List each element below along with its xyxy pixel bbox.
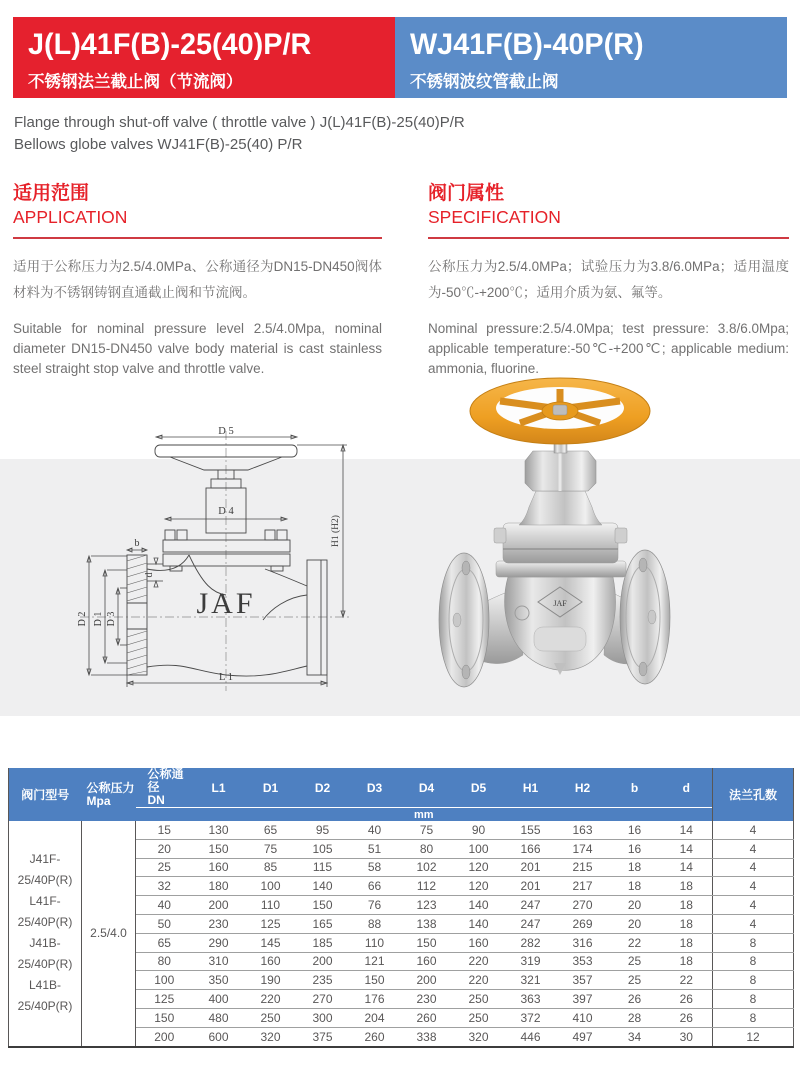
holes-cell: 12 [713,1027,794,1046]
holes-cell: 4 [713,821,794,839]
dim-cell: 110 [245,896,297,915]
header-unit-mm: mm [136,808,713,822]
dim-cell: 180 [193,877,245,896]
dim-label-d2: D 2 [77,611,88,627]
dim-cell: 320 [468,1029,489,1044]
dim-cell: 230 [401,990,453,1009]
dim-cell: 121 [349,952,401,971]
dim-cell: 282 [505,933,557,952]
dim-cell: 260 [401,1008,453,1027]
dim-cell: 18 [661,914,713,933]
dim-label-d3: D 3 [106,611,117,627]
dim-cell: 200 [193,896,245,915]
dim-cell: 321 [505,971,557,990]
dim-cell: 397 [557,990,609,1009]
header-pressure [82,768,136,821]
dim-cell: 247 [505,914,557,933]
holes-cell: 8 [713,971,794,990]
dn-cell: 20 [136,839,193,858]
dim-cell: 163 [557,821,609,839]
specification-title-en: SPECIFICATION [428,207,561,227]
dim-cell: 363 [505,990,557,1009]
dn-cell: 65 [136,933,193,952]
dim-cell: 215 [557,858,609,877]
dim-cell: 220 [245,990,297,1009]
application-title-en: APPLICATION [13,207,128,227]
dim-cell: 102 [401,858,453,877]
dim-cell: 220 [453,971,505,990]
application-text-en: Suitable for nominal pressure level 2.5/4.0Mpa, nominal diameter DN15-DN450 valve body material is cast stainless steel straight stop valve and throttle valve. [13,321,382,376]
dn-cell: 32 [136,877,193,896]
dim-cell: 125 [245,914,297,933]
product-header-left [13,17,395,98]
dim-cell: 140 [453,914,505,933]
dim-cell: 497 [572,1029,593,1044]
dim-cell: 105 [297,839,349,858]
dim-cell: 353 [557,952,609,971]
dim-cell: 316 [557,933,609,952]
header-dim: D4 [401,768,453,808]
header-pressure-unit: Mpa [86,793,111,808]
dim-cell: 26 [609,990,661,1009]
specification-title-zh: 阀门属性 [428,183,505,204]
dim-cell: 26 [661,1008,713,1027]
product-header-right [395,17,787,98]
valve-photo [408,365,793,717]
dim-label-h1h2: H1 (H2) [331,515,341,547]
intro-line-1: Flange through shut-off valve ( throttle valve ) J(L)41F(B)-25(40)P/R [14,114,465,131]
right-flange-disc [620,550,670,684]
dim-cell: 185 [297,933,349,952]
dim-cell: 230 [193,914,245,933]
dim-cell: 160 [401,952,453,971]
header-dim: D5 [453,768,505,808]
dim-cell: 20 [609,914,661,933]
dim-cell: 200 [401,971,453,990]
dim-cell: 250 [453,990,505,1009]
dim-cell: 18 [661,933,713,952]
dim-cell: 150 [297,896,349,915]
photo-brand-text: JAF [553,599,567,608]
dim-cell: 372 [505,1008,557,1027]
dn-cell: 40 [136,896,193,915]
dim-cell: 76 [349,896,401,915]
dim-cell: 150 [349,971,401,990]
dim-cell: 165 [297,914,349,933]
dim-cell: 320 [260,1029,281,1044]
dim-label-b: b [134,538,140,549]
dim-cell: 58 [349,858,401,877]
dim-cell: 112 [401,877,453,896]
dim-cell: 40 [349,821,401,839]
dim-cell: 30 [679,1029,693,1044]
dim-cell: 400 [193,990,245,1009]
drawing-brand-text: JAF [196,587,256,620]
specification-text-zh: 公称压力为2.5/4.0MPa；试验压力为3.8/6.0MPa；适用温度为-50℃-+200℃；适用介质为氨、氟等。 [428,259,789,300]
dim-cell: 201 [505,877,557,896]
dim-cell: 357 [557,971,609,990]
dn-cell: 80 [136,952,193,971]
dim-cell: 138 [401,914,453,933]
dim-label-d1: D 1 [93,611,104,627]
dim-cell: 25 [609,952,661,971]
valve-neck [519,491,602,525]
dim-cell: 80 [401,839,453,858]
dim-label-d: d [144,572,155,578]
dim-cell: 310 [193,952,245,971]
dim-cell: 176 [349,990,401,1009]
dim-cell: 338 [416,1029,437,1044]
product-name-left: 不锈钢法兰截止阀（节流阀） [28,73,243,91]
model-name: J41B- 25/40P(R) [17,936,73,972]
right-flange [307,560,327,675]
dim-label-d5: D 5 [218,426,234,437]
holes-cell: 4 [713,839,794,858]
dim-cell: 300 [297,1008,349,1027]
dim-cell: 290 [193,933,245,952]
dim-cell: 410 [557,1008,609,1027]
dim-label-l1: L 1 [219,672,233,683]
dim-cell: 123 [401,896,453,915]
intro-text [14,112,465,156]
dim-cell: 90 [453,821,505,839]
dn-cell: 200 [154,1029,175,1044]
header-holes: 法兰孔数 [713,768,794,821]
dim-cell: 220 [453,952,505,971]
holes-cell: 4 [713,896,794,915]
model-name: L41B- 25/40P(R) [17,978,73,1014]
intro-line-2: Bellows globe valves WJ41F(B)-25(40) P/R [14,136,303,153]
dim-cell: 18 [609,858,661,877]
left-flange-disc [439,553,489,687]
dim-cell: 260 [364,1029,385,1044]
product-name-right: 不锈钢波纹管截止阀 [410,73,559,91]
header-dim: D3 [349,768,401,808]
dim-cell: 28 [609,1008,661,1027]
header-dn [136,768,193,808]
holes-cell: 4 [713,877,794,896]
dim-cell: 140 [297,877,349,896]
dim-cell: 75 [401,821,453,839]
dim-cell: 145 [245,933,297,952]
dim-cell: 174 [557,839,609,858]
dim-cell: 160 [453,933,505,952]
bonnet-flange-upper [163,540,290,552]
dim-cell: 350 [193,971,245,990]
dim-cell: 270 [557,896,609,915]
valve-dimension-drawing [55,423,355,698]
dim-cell: 65 [245,821,297,839]
dim-cell: 140 [453,896,505,915]
dim-cell: 18 [609,877,661,896]
dn-cell: 15 [136,821,193,839]
dim-cell: 150 [401,933,453,952]
dn-cell: 100 [136,971,193,990]
header-dim: D2 [297,768,349,808]
dim-cell: 25 [609,971,661,990]
holes-cell: 4 [713,858,794,877]
dim-cell: 18 [661,952,713,971]
dim-cell: 130 [193,821,245,839]
dim-cell: 155 [505,821,557,839]
dim-cell: 235 [297,971,349,990]
dim-cell: 26 [661,990,713,1009]
body-upper-right [265,569,307,586]
holes-cell: 8 [713,933,794,952]
dim-cell: 120 [453,858,505,877]
dim-cell: 160 [245,952,297,971]
specification-text-en: Nominal pressure:2.5/4.0Mpa; test pressure: 3.8/6.0Mpa; applicable temperature:-50℃-+200℃; applicable medium: ammonia, fluorine. [428,321,789,376]
holes-cell: 8 [713,1008,794,1027]
bonnet-bolt [615,528,627,543]
dim-cell: 100 [453,839,505,858]
spec-table-body [9,821,794,1047]
header-dim: d [661,768,713,808]
dim-cell: 51 [349,839,401,858]
dimension-table [8,768,794,1048]
table-row [9,821,794,839]
application-title-zh: 适用范围 [13,183,90,204]
dim-cell: 18 [661,896,713,915]
product-model-right: WJ41F(B)-40P(R) [410,28,644,61]
body-upper-left [147,555,189,570]
table-header-row [9,768,794,808]
dim-cell: 204 [349,1008,401,1027]
dim-cell: 34 [627,1029,642,1044]
dim-cell: 22 [661,971,713,990]
dim-cell: 446 [520,1029,541,1044]
header-model: 阀门型号 [9,768,82,821]
model-name: L41F- 25/40P(R) [17,894,73,930]
dim-cell: 250 [453,1008,505,1027]
header-dim: D1 [245,768,297,808]
dim-cell: 18 [661,877,713,896]
holes-cell: 8 [713,990,794,1009]
dim-cell: 88 [349,914,401,933]
dim-cell: 16 [609,821,661,839]
dim-cell: 250 [245,1008,297,1027]
header-dim: H1 [505,768,557,808]
handwheel [470,378,650,444]
dim-cell: 120 [453,877,505,896]
dn-cell: 50 [136,914,193,933]
dim-cell: 480 [193,1008,245,1027]
dim-cell: 14 [661,839,713,858]
dn-cell: 150 [136,1008,193,1027]
dim-cell: 16 [609,839,661,858]
dim-cell: 247 [505,896,557,915]
application-section [13,183,382,379]
dim-cell: 375 [312,1029,333,1044]
pressure-cell: 2.5/4.0 [82,821,136,1047]
dn-cell: 25 [136,858,193,877]
dim-cell: 22 [609,933,661,952]
dim-cell: 20 [609,896,661,915]
dim-cell: 269 [557,914,609,933]
bonnet-flange-lower [163,554,290,566]
dim-cell: 160 [193,858,245,877]
dim-cell: 66 [349,877,401,896]
header-dim: b [609,768,661,808]
header-dn-code: DN [147,793,165,807]
specification-section [428,183,789,379]
dim-cell: 110 [349,933,401,952]
dim-cell: 14 [661,858,713,877]
dim-cell: 270 [297,990,349,1009]
header-dim: H2 [557,768,609,808]
dim-cell: 14 [661,821,713,839]
header-pressure-zh: 公称压力 [86,780,135,795]
dim-cell: 166 [505,839,557,858]
dim-cell: 600 [208,1029,229,1044]
dim-cell: 100 [245,877,297,896]
dim-cell: 190 [245,971,297,990]
dim-cell: 115 [297,858,349,877]
dim-cell: 150 [193,839,245,858]
holes-cell: 4 [713,914,794,933]
body-pad [534,627,586,651]
specification-divider [428,237,789,239]
holes-cell: 8 [713,952,794,971]
application-text-zh: 适用于公称压力为2.5/4.0MPa、公称通径为DN15-DN450阀体材料为不锈钢铸钢直通截止阀和节流阀。 [13,259,382,300]
dim-cell: 85 [245,858,297,877]
header-dn-zh: 公称通径 [147,767,184,794]
model-list-cell [9,821,82,1047]
dim-cell: 95 [297,821,349,839]
application-divider [13,237,382,239]
dim-cell: 200 [297,952,349,971]
header-dim: L1 [193,768,245,808]
model-name: J41F- 25/40P(R) [17,852,73,888]
dn-cell: 125 [136,990,193,1009]
product-model-left: J(L)41F(B)-25(40)P/R [28,28,312,61]
bonnet-flange [503,523,618,563]
dim-cell: 201 [505,858,557,877]
dim-cell: 217 [557,877,609,896]
dim-label-d4: D 4 [218,506,234,517]
dim-cell: 319 [505,952,557,971]
bonnet-bolt [494,528,506,543]
dim-cell: 75 [245,839,297,858]
